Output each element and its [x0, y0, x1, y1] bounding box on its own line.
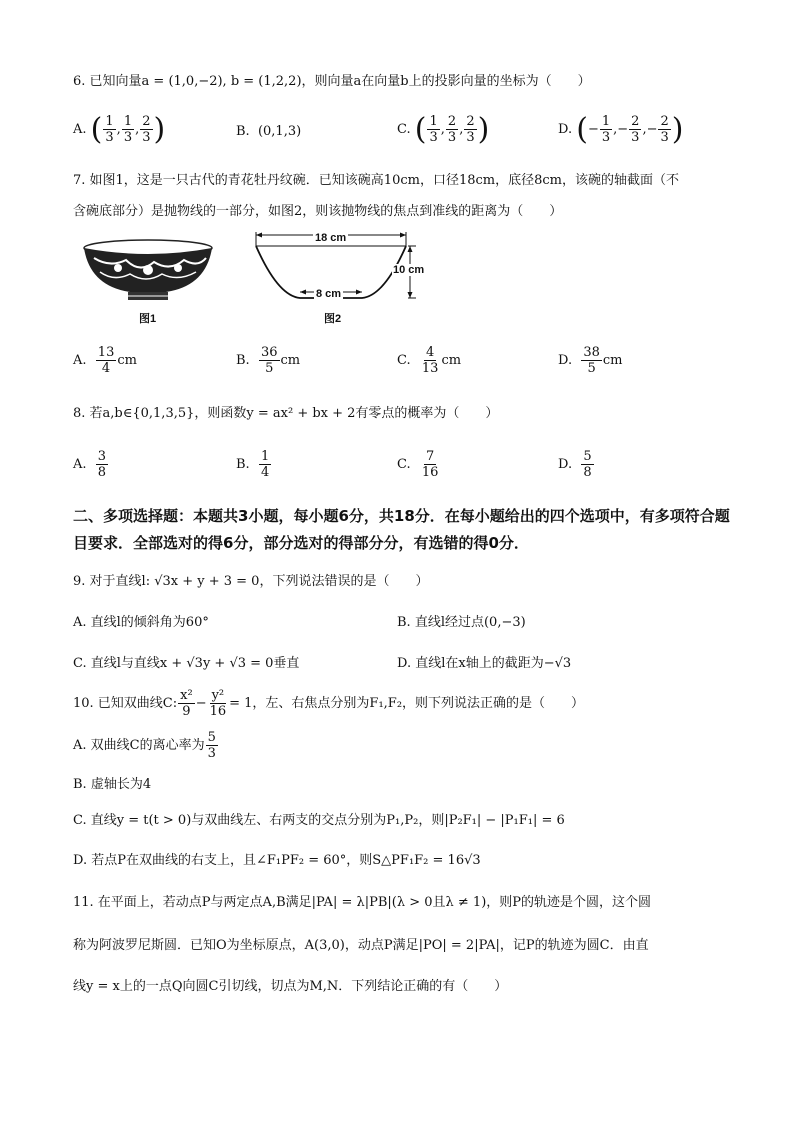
dimension-height-label: 10 cm [393, 264, 425, 276]
q10-stem: 10. 已知双曲线C: $\frac{\text{x²}}{9}$ − $\frac{\text{y²}}{16}$ = 1，左、右焦点分别为F₁,F₂，则下列说法正确的是（ ） [73, 688, 585, 719]
q10-option-b: B. 虚轴长为4 [73, 777, 152, 792]
q8-stem: 8. 若a,b∈{0,1,3,5}，则函数y = ax² + bx + 2有零点的概率为（ ） [73, 406, 499, 421]
q9-option-a: A. 直线l的倾斜角为60° [73, 615, 209, 630]
q9-option-b: B. 直线l经过点(0,−3) [397, 615, 526, 630]
q10-option-d: D. 若点P在双曲线的右支上，且∠F₁PF₂ = 60°，则S△PF₁F₂ = 16√3 [73, 853, 481, 868]
q9-option-d: D. 直线l在x轴上的截距为−√3 [397, 656, 572, 671]
q8-option-a: A. $\frac{3}{8}$ [73, 449, 107, 480]
q6-option-a: A. ( $\frac{1}{3}$ , $\frac{1}{3}$ , $\frac{2}{3}$ ) [73, 112, 166, 147]
q7-option-d: D. $\frac{38}{5}$ cm [558, 345, 623, 376]
q8-option-d: D. $\frac{5}{8}$ [558, 449, 592, 480]
q7-option-c: C. $\frac{4}{13}$ cm [397, 345, 462, 376]
q11-line1: 11. 在平面上，若动点P与两定点A,B满足|PA| = λ|PB|(λ > 0且λ ≠ 1)，则P的轨迹是个圆，这个圆 [73, 895, 652, 910]
figure2-caption: 图2 [324, 313, 342, 325]
q9-stem: 9. 对于直线l: √3x + y + 3 = 0，下列说法错误的是（ ） [73, 574, 429, 589]
section-2-heading: 二、多项选择题：本题共3小题，每小题6分，共18分．在每小题给出的四个选项中，有多项符合题目要求．全部选对的得6分，部分选对的得部分分，有选错的得0分． [73, 507, 730, 552]
q10-option-c: C. 直线y = t(t > 0)与双曲线左、右两支的交点分别为P₁,P₂，则|P₂F₁| − |P₁F₁| = 6 [73, 813, 565, 828]
q6-option-b: B. (0,1,3) [236, 124, 302, 139]
figure1-caption: 图1 [139, 313, 157, 325]
q7-stem-line2: 含碗底部分）是抛物线的一部分，如图2，则该抛物线的焦点到准线的距离为（ ） [73, 204, 563, 219]
q6-option-d: D. (− $\frac{1}{3}$ ,− $\frac{2}{3}$ ,− $\frac{2}{3}$ ) [558, 112, 684, 147]
q7-option-a: A. $\frac{13}{4}$ cm [73, 345, 137, 376]
q7-option-b: B. $\frac{36}{5}$ cm [236, 345, 301, 376]
q10-option-a: A. 双曲线C的离心率为 $\frac{5}{3}$ [73, 730, 216, 761]
q9-option-c: C. 直线l与直线x + √3y + √3 = 0垂直 [73, 656, 300, 671]
q6-stem: 6. 已知向量a = (1,0,−2), b = (1,2,2)，则向量a在向量b上的投影向量的坐标为（ ） [73, 74, 591, 89]
q11-line3: 线y = x上的一点Q向圆C引切线，切点为M,N．下列结论正确的有（ ） [73, 979, 508, 994]
q6-option-c: C. ( $\frac{1}{3}$ , $\frac{2}{3}$ , $\frac{2}{3}$ ) [397, 112, 490, 147]
q7-stem-line1: 7. 如图1，这是一只古代的青花牡丹纹碗．已知该碗高10cm，口径18cm，底径8cm，该碗的轴截面（不 [73, 173, 679, 188]
bowl-illustration [80, 238, 220, 304]
q8-option-b: B. $\frac{1}{4}$ [236, 449, 270, 480]
q8-option-c: C. $\frac{7}{16}$ [397, 449, 439, 480]
dimension-top-label: 18 cm [315, 232, 347, 244]
dimension-bottom-label: 8 cm [316, 288, 342, 300]
q11-line2: 称为阿波罗尼斯圆．已知O为坐标原点，A(3,0)，动点P满足|PO| = 2|PA|，记P的轨迹为圆C．由直 [73, 938, 649, 953]
